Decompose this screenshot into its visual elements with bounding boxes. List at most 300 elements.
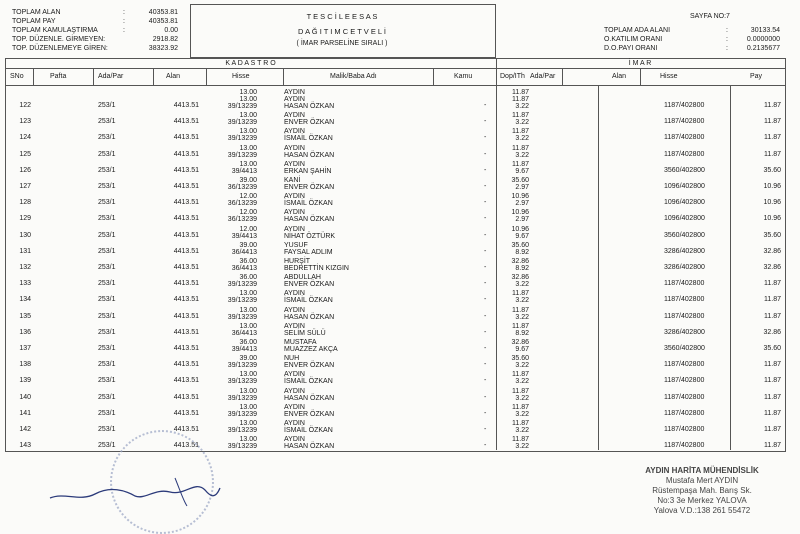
row-dop: 9.67 [515,232,529,240]
row-pay: 11.87 [764,134,781,142]
row-dop: 9.67 [515,346,529,353]
row-alan: 4413.51 [173,280,199,288]
row-alan: 4413.51 [173,377,199,385]
row-kamu: - [484,231,487,239]
row-malik-carry: AYDIN [284,193,305,201]
row-malik: ENVER ÖZKAN [284,119,335,127]
row-number: 133 [19,280,31,288]
row-ada-parsel: 253/1 [98,345,116,352]
row-imar-hisse: 1187/402800 [664,312,705,320]
row-malik-carry: AYDIN [284,420,305,427]
row-malik: İSMAİL ÖZKAN [284,297,333,305]
row-hisse-carry: 13.00 [239,387,257,395]
row-malik: ENVER ÖZKAN [284,362,335,370]
carry-malik: AYDIN [284,89,305,96]
row-dop-carry: 11.87 [512,436,529,444]
row-imar-hisse: 1187/402800 [664,150,705,158]
summary-label: TOPLAM PAY [12,18,56,25]
row-imar-hisse: 1187/402800 [664,409,705,417]
row-dop-carry: 32.86 [511,339,529,346]
row-dop-carry: 11.87 [512,387,529,395]
row-dop-carry: 11.87 [512,144,529,152]
row-malik: İSMAİL ÖZKAN [284,135,333,143]
row-hisse: 39/13239 [227,297,257,305]
row-number: 138 [19,361,31,369]
row-alan: 4413.51 [173,264,199,271]
row-dop: 2.97 [515,200,529,208]
table-row [7,355,783,371]
row-malik: FAYSAL ADLIM [284,248,333,256]
row-dop-carry: 10.96 [511,209,529,217]
summary-right-value: 30133.54 [750,27,780,34]
row-hisse: 39/13239 [227,313,257,321]
row-hisse-carry: 39.00 [239,177,257,184]
row-kamu: - [484,215,487,223]
row-hisse-carry: 12.00 [239,209,257,217]
header-ada: Ada/Par [98,73,124,80]
row-alan: 4413.51 [173,426,199,433]
row-imar-hisse: 3286/402800 [664,328,705,336]
row-imar-hisse: 1187/402800 [664,426,705,433]
row-hisse-carry: 13.00 [239,322,257,330]
row-pay: 11.87 [764,426,781,433]
row-alan: 4413.51 [173,134,199,142]
row-kamu: - [484,264,487,271]
row-alan: 4413.51 [173,296,199,304]
row-kamu: - [484,312,487,320]
row-kamu: - [484,247,487,255]
row-kamu: - [484,377,487,385]
row-pay: 10.96 [763,183,781,190]
summary-right-label: TOPLAM ADA ALANI [604,27,671,34]
table-row [7,242,783,258]
row-dop: 2.97 [515,184,529,191]
title-line-2: D A Ğ I T I M C E T V E L İ [298,27,386,36]
row-kamu: - [484,296,487,304]
row-pay: 35.60 [763,166,781,174]
row-ada-parsel: 253/1 [98,215,116,223]
row-kamu: - [484,150,487,158]
row-hisse: 39/13239 [227,410,257,418]
summary-right-label: D.O.PAYI ORANI [604,45,658,52]
row-ada-parsel: 253/1 [98,426,116,433]
row-dop-carry: 11.87 [512,290,529,298]
row-dop-carry: 11.87 [512,306,529,314]
table-row [7,323,783,339]
header-hisse: Hisse [232,73,250,80]
row-imar-hisse: 1096/402800 [664,183,705,190]
row-number: 136 [19,328,31,336]
row-pay: 32.86 [763,328,781,336]
row-malik-carry: AYDIN [284,96,305,103]
row-alan: 4413.51 [173,166,199,174]
row-imar-hisse: 1096/402800 [664,199,705,207]
row-kamu: - [484,118,487,126]
row-imar-hisse: 3286/402800 [664,264,705,271]
title-line-1: T E S C İ L E E S A S [306,12,378,21]
row-pay: 32.86 [763,247,781,255]
row-pay: 32.86 [763,264,781,271]
summary-right-value: 0.0000000 [746,36,780,43]
row-malik-carry: AYDIN [284,112,305,120]
row-malik: İSMAİL ÖZKAN [284,200,333,208]
row-ada-parsel: 253/1 [98,328,116,336]
row-dop: 3.22 [515,362,529,370]
row-dop-carry: 11.87 [512,420,529,427]
summary-label: TOP. DÜZENLEMEYE GİREN: [12,45,108,52]
row-malik: HASAN ÖZKAN [284,394,335,402]
row-malik-carry: AYDIN [284,322,305,330]
row-number: 142 [19,426,31,433]
row-hisse: 39/13239 [227,378,257,386]
row-alan: 4413.51 [173,118,199,126]
header-pay: Pay [750,73,763,80]
row-dop: 3.22 [515,297,529,305]
row-hisse: 39/4413 [231,232,257,240]
row-malik: HASAN ÖZKAN [284,313,335,321]
row-number: 129 [19,215,31,223]
row-imar-hisse: 1187/402800 [664,393,705,401]
row-malik-carry: HURŞİT [284,258,311,265]
row-hisse: 36/4413 [231,265,257,272]
row-malik: ENVER ÖZKAN [284,281,335,289]
row-ada-parsel: 253/1 [98,183,116,190]
signature [45,470,225,510]
header-imar-ada: Ada/Par [530,73,556,80]
row-number: 132 [19,264,31,271]
row-alan: 4413.51 [173,231,199,239]
row-malik: HASAN ÖZKAN [284,151,335,159]
row-ada-parsel: 253/1 [98,264,116,271]
row-malik-carry: AYDIN [284,403,305,411]
row-hisse-carry: 39.00 [239,241,257,249]
row-malik-carry: AYDIN [284,371,305,379]
row-imar-hisse: 1187/402800 [664,134,705,142]
row-dop: 3.22 [515,410,529,418]
row-number: 131 [19,247,31,255]
row-malik: İSMAİL ÖZKAN [284,378,333,386]
row-pay: 11.87 [764,409,781,417]
carry-hisse: 13.00 [239,89,257,96]
row-malik-carry: ABDULLAH [284,274,321,282]
row-dop: 8.92 [515,265,529,272]
row-dop: 8.92 [515,248,529,256]
row-hisse-carry: 36.00 [239,339,257,346]
row-malik: HASAN ÖZKAN [284,103,335,110]
row-dop-carry: 11.87 [512,128,529,136]
header-dop: Dop/ITh [500,73,525,80]
firm-owner: Mustafa Mert AYDIN [665,476,739,485]
row-imar-hisse: 1187/402800 [664,280,705,288]
row-number: 125 [19,150,31,158]
row-dop-carry: 35.60 [511,355,529,363]
row-ada-parsel: 253/1 [98,166,116,174]
table-row [7,193,783,209]
row-hisse: 39/13239 [227,281,257,289]
row-hisse-carry: 36.00 [239,274,257,282]
row-dop-carry: 35.60 [511,241,529,249]
row-dop: 3.22 [515,281,529,289]
row-ada-parsel: 253/1 [98,296,116,304]
row-dop: 9.67 [515,167,529,175]
row-alan: 4413.51 [173,361,199,369]
row-number: 123 [19,118,31,126]
row-pay: 11.87 [764,150,781,158]
row-alan: 4413.51 [173,345,199,352]
firm-address-1: Rüstempaşa Mah. Barış Sk. [652,486,752,495]
table-row [7,209,783,225]
row-imar-hisse: 1096/402800 [664,215,705,223]
summary-right-label: O.KATILIM ORANI [604,36,663,43]
row-hisse-carry: 13.00 [239,436,257,444]
row-number: 124 [19,134,31,142]
row-malik: HASAN ÖZKAN [284,216,335,224]
row-dop: 3.22 [515,394,529,402]
row-kamu: - [484,102,487,109]
row-hisse-carry: 13.00 [239,306,257,314]
summary-label: TOPLAM KAMULAŞTIRMA [12,27,98,34]
row-number: 126 [19,166,31,174]
row-malik-carry: KANİ [284,177,301,184]
row-alan: 4413.51 [173,150,199,158]
row-malik-carry: AYDIN [284,290,305,298]
row-alan: 4413.51 [173,102,199,109]
row-hisse-carry: 12.00 [239,193,257,201]
row-dop-carry: 11.87 [512,96,529,103]
row-imar-hisse: 3560/402800 [664,166,705,174]
row-dop-carry: 32.86 [511,274,529,282]
row-ada-parsel: 253/1 [98,231,116,239]
row-malik: ENVER ÖZKAN [284,184,335,191]
row-malik-carry: AYDIN [284,225,305,233]
row-hisse-carry: 12.00 [239,225,257,233]
row-hisse: 36/4413 [231,329,257,337]
row-number: 137 [19,345,31,352]
row-malik-carry: AYDIN [284,387,305,395]
row-pay: 11.87 [764,280,781,288]
row-pay: 11.87 [764,118,781,126]
row-imar-hisse: 1187/402800 [664,442,705,450]
row-hisse: 39/13239 [227,135,257,143]
row-dop-carry: 11.87 [512,322,529,330]
row-alan: 4413.51 [173,199,199,207]
row-kamu: - [484,183,487,190]
row-malik: MUAZZEZ AKÇA [284,346,338,353]
row-hisse-carry: 13.00 [239,96,257,103]
row-ada-parsel: 253/1 [98,247,116,255]
summary-value: 40353.81 [148,9,178,16]
row-hisse-carry: 13.00 [239,290,257,298]
table-row [7,339,783,355]
row-ada-parsel: 253/1 [98,393,116,401]
row-hisse: 36/13239 [227,216,257,224]
row-imar-hisse: 3286/402800 [664,247,705,255]
table-row [7,145,783,161]
row-ada-parsel: 253/1 [98,150,116,158]
row-imar-hisse: 1187/402800 [664,361,705,369]
summary-value: 38323.92 [148,45,178,52]
row-number: 141 [19,409,31,417]
row-pay: 11.87 [764,296,781,304]
row-alan: 4413.51 [173,215,199,223]
row-dop: 3.22 [515,378,529,386]
row-ada-parsel: 253/1 [98,377,116,385]
row-imar-hisse: 1187/402800 [664,377,705,385]
row-pay: 11.87 [764,377,781,385]
row-hisse: 36/4413 [231,248,257,256]
header-kamu: Kamu [454,73,473,80]
table-row [7,177,783,193]
row-malik: SELİM SÜLÜ [284,329,326,337]
page-number: SAYFA NO:7 [690,13,730,20]
row-ada-parsel: 253/1 [98,280,116,288]
row-imar-hisse: 3560/402800 [664,231,705,239]
row-hisse: 39/13239 [227,427,257,434]
row-malik: ENVER ÖZKAN [284,410,335,418]
row-dop-carry: 32.86 [511,258,529,265]
row-malik-carry: MUSTAFA [284,339,317,346]
row-kamu: - [484,166,487,174]
firm-stamp [612,466,792,516]
row-dop: 3.22 [515,427,529,434]
section-kadastro: K A D A S T R O [225,60,276,67]
row-malik-carry: AYDIN [284,144,305,152]
summary-value: 0.00 [164,27,178,34]
row-hisse: 39/13239 [227,103,257,110]
row-malik: NİHAT ÖZTÜRK [284,232,336,240]
row-pay: 10.96 [763,215,781,223]
row-alan: 4413.51 [173,183,199,190]
row-kamu: - [484,134,487,142]
row-imar-hisse: 1187/402800 [664,102,705,109]
row-malik: ERKAN ŞAHİN [284,167,332,175]
row-ada-parsel: 253/1 [98,361,116,369]
row-kamu: - [484,409,487,417]
row-kamu: - [484,328,487,336]
row-alan: 4413.51 [173,312,199,320]
row-dop: 2.97 [515,216,529,224]
row-dop-carry: 11.87 [512,112,529,120]
row-hisse-carry: 13.00 [239,420,257,427]
row-dop: 3.22 [515,103,529,110]
row-dop-carry: 10.96 [511,193,529,201]
firm-tax: Yalova V.D.:138 261 55472 [653,506,751,515]
row-pay: 11.87 [764,102,781,109]
row-hisse: 36/13239 [227,200,257,208]
title-line-3: ( İMAR PARSELİNE SIRALI ) [296,40,388,47]
row-kamu: - [484,442,487,450]
table-row [7,290,783,306]
row-pay: 11.87 [764,361,781,369]
row-number: 130 [19,231,31,239]
header-sno: SNo [10,73,24,80]
header-alan: Alan [166,73,181,80]
row-imar-hisse: 3560/402800 [664,345,705,352]
row-number: 143 [19,442,31,450]
row-dop-carry: 11.87 [512,371,529,379]
table-row [7,128,783,144]
row-dop: 3.22 [515,313,529,321]
row-ada-parsel: 253/1 [98,199,116,207]
row-number: 134 [19,296,31,304]
row-hisse: 39/13239 [227,151,257,159]
row-number: 128 [19,199,31,207]
header-pafta: Pafta [50,73,67,80]
table-row [7,371,783,387]
row-kamu: - [484,199,487,207]
carry-dop: 11.87 [512,89,529,96]
header-imar-alan: Alan [612,73,627,80]
row-kamu: - [484,345,487,352]
row-malik: BEDRETTİN KIZGIN [284,265,349,272]
row-hisse: 39/13239 [227,362,257,370]
row-hisse-carry: 13.00 [239,160,257,168]
table-row [7,420,783,436]
row-hisse: 39/13239 [227,443,257,451]
header-imar-hisse: Hisse [660,73,678,80]
row-pay: 35.60 [763,231,781,239]
firm-address-2: No:3 3e Merkez YALOVA [657,496,747,505]
table-row [7,226,783,242]
row-hisse-carry: 13.00 [239,144,257,152]
table-row [7,258,783,274]
row-ada-parsel: 253/1 [98,409,116,417]
row-ada-parsel: 253/1 [98,312,116,320]
row-malik-carry: AYDIN [284,306,305,314]
row-malik-carry: AYDIN [284,160,305,168]
row-hisse: 39/4413 [231,167,257,175]
row-dop: 3.22 [515,119,529,127]
section-imar: İ M A R [628,60,652,67]
row-hisse: 39/13239 [227,394,257,402]
firm-name: AYDIN HARİTA MÜHENDİSLİK [645,466,759,475]
row-imar-hisse: 1187/402800 [664,296,705,304]
summary-right-value: 0.2135677 [746,45,780,52]
row-number: 140 [19,393,31,401]
row-dop-carry: 35.60 [511,177,529,184]
row-alan: 4413.51 [173,442,199,450]
row-pay: 11.87 [764,312,781,320]
table-row [7,112,783,128]
table-row [7,404,783,420]
row-pay: 11.87 [764,442,781,450]
row-malik-carry: AYDIN [284,436,305,444]
row-pay: 10.96 [763,199,781,207]
row-alan: 4413.51 [173,393,199,401]
row-hisse-carry: 13.00 [239,403,257,411]
row-hisse-carry: 39.00 [239,355,257,363]
row-hisse: 36/13239 [227,184,257,191]
row-kamu: - [484,361,487,369]
summary-label: TOPLAM ALAN [12,9,61,16]
header-malik: Malik/Baba Adı [330,73,377,80]
row-pay: 35.60 [763,345,781,352]
row-dop-carry: 11.87 [512,160,529,168]
table-row [7,96,783,112]
summary-value: 40353.81 [148,18,178,25]
row-malik-carry: YUSUF [284,241,308,249]
table-row [7,307,783,323]
row-hisse: 39/4413 [231,346,257,353]
table-row [7,161,783,177]
row-hisse-carry: 13.00 [239,128,257,136]
row-ada-parsel: 253/1 [98,102,116,109]
row-imar-hisse: 1187/402800 [664,118,705,126]
row-alan: 4413.51 [173,409,199,417]
summary-label: TOP. DÜZENLE. GİRMEYEN: [12,36,106,43]
summary-value: 2918.82 [152,36,178,43]
row-kamu: - [484,393,487,401]
